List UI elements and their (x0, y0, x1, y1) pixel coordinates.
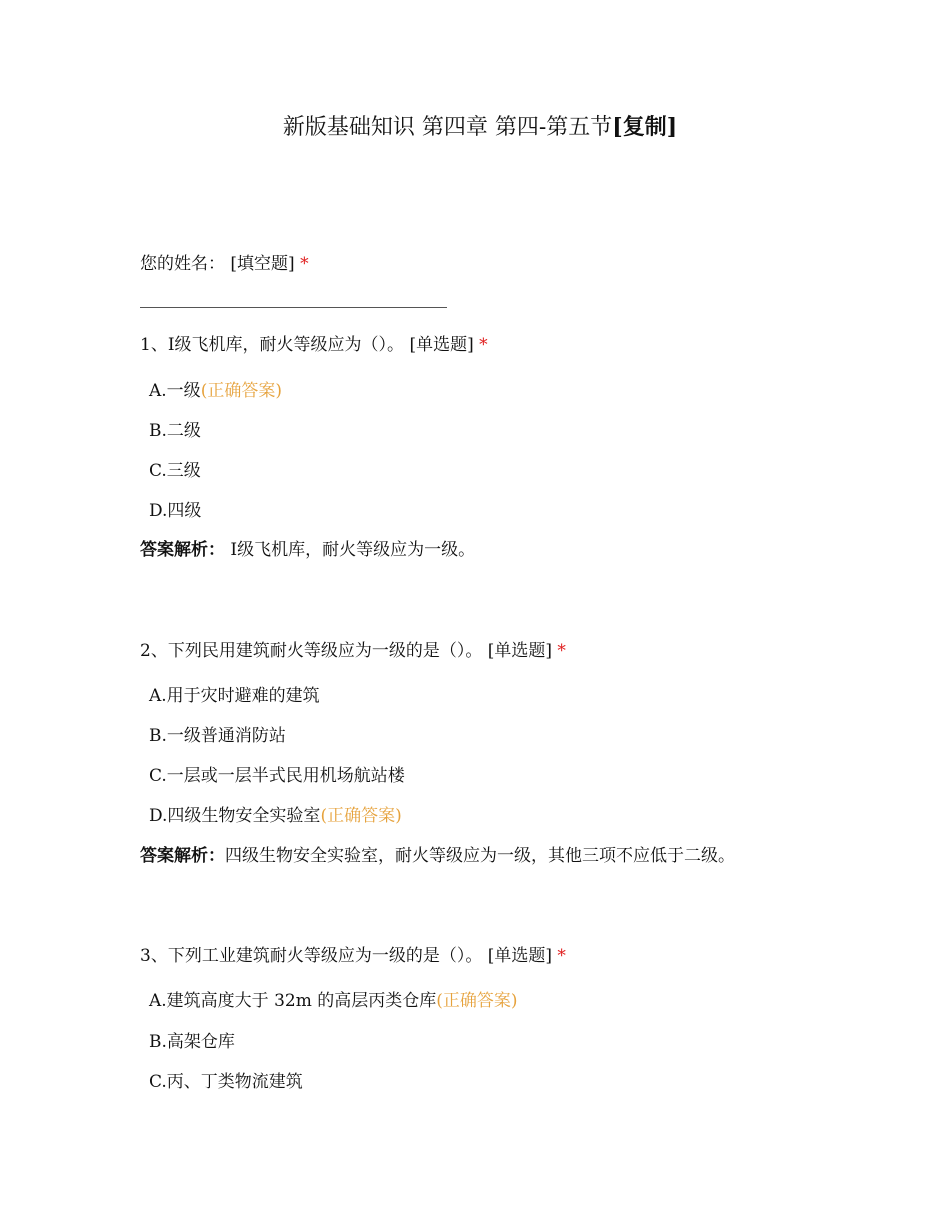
question-type: [单选题] (487, 641, 552, 661)
question-1-option-d[interactable] (149, 499, 201, 523)
analysis-label: 答案解析： (140, 846, 225, 866)
option-text: C.丙、丁类物流建筑 (149, 1072, 303, 1092)
question-3-option-b[interactable] (149, 1030, 235, 1054)
question-text: 下列民用建筑耐火等级应为一级的是（）。 (167, 641, 483, 661)
analysis-label: 答案解析： (140, 540, 225, 560)
question-2-analysis (140, 844, 735, 868)
question-2-option-b[interactable] (149, 724, 286, 748)
required-mark: * (557, 946, 566, 966)
question-1-option-c[interactable] (149, 459, 201, 483)
correct-answer-tag: (正确答案) (436, 991, 518, 1011)
page-title (0, 112, 950, 143)
required-mark: * (557, 641, 566, 661)
option-text: B.高架仓库 (149, 1032, 235, 1052)
option-text: D.四级生物安全实验室 (149, 806, 321, 826)
option-text: D.四级 (149, 501, 202, 521)
question-3-stem (140, 944, 566, 968)
option-text: C.一层或一层半式民用机场航站楼 (149, 766, 405, 786)
question-type: [单选题] (487, 946, 552, 966)
question-1-option-b[interactable] (149, 419, 201, 443)
question-number: 3、 (140, 946, 168, 966)
analysis-text: Ⅰ级飞机库，耐火等级应为一级。 (230, 540, 476, 560)
required-mark: * (300, 254, 309, 274)
question-3-option-c[interactable] (149, 1070, 303, 1094)
option-text: A.建筑高度大于 32m 的高层丙类仓库 (149, 991, 437, 1011)
name-question (140, 252, 309, 276)
question-type: [单选题] (409, 335, 474, 355)
question-text: Ⅰ级飞机库，耐火等级应为（）。 (167, 335, 405, 355)
option-text: A.一级 (149, 381, 201, 401)
option-text: B.二级 (149, 421, 201, 441)
question-1-stem (140, 333, 488, 357)
question-2-option-d[interactable] (149, 804, 402, 828)
question-1-option-a[interactable] (149, 379, 282, 403)
title-suffix: [复制] (612, 114, 678, 140)
question-1-analysis (140, 538, 475, 562)
question-3-option-a[interactable] (149, 989, 518, 1013)
name-label: 您的姓名： (140, 254, 225, 274)
option-text: C.三级 (149, 461, 201, 481)
title-main: 新版基础知识 第四章 第四-第五节 (282, 115, 613, 140)
required-mark: * (479, 335, 488, 355)
question-number: 2、 (140, 641, 168, 661)
question-2-option-c[interactable] (149, 764, 405, 788)
question-text: 下列工业建筑耐火等级应为一级的是（）。 (167, 946, 483, 966)
correct-answer-tag: (正确答案) (320, 806, 402, 826)
question-number: 1、 (140, 335, 168, 355)
question-2-option-a[interactable] (149, 684, 320, 708)
question-2-stem (140, 639, 566, 663)
option-text: A.用于灾时避难的建筑 (149, 686, 320, 706)
analysis-text: 四级生物安全实验室，耐火等级应为一级，其他三项不应低于二级。 (225, 846, 735, 866)
name-type: [填空题] (230, 254, 295, 274)
name-input-line[interactable] (140, 307, 447, 308)
correct-answer-tag: (正确答案) (200, 381, 282, 401)
option-text: B.一级普通消防站 (149, 726, 286, 746)
